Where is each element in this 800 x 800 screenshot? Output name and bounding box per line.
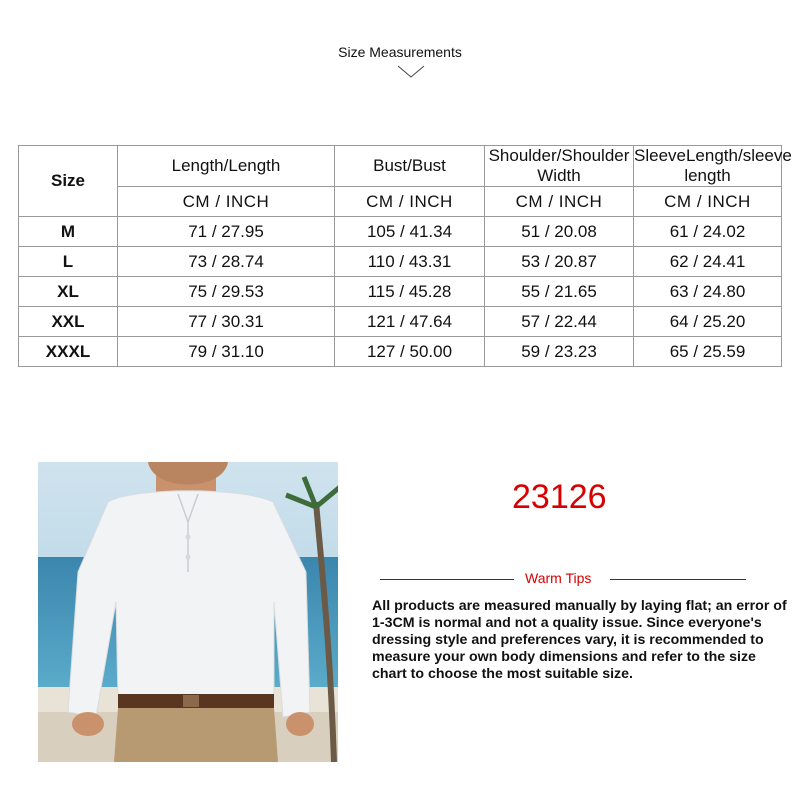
- divider-left: [380, 579, 514, 580]
- table-cell: 110 / 43.31: [335, 247, 485, 277]
- page-title: Size Measurements: [338, 44, 462, 60]
- size-cell: XL: [19, 277, 118, 307]
- size-cell: XXXL: [19, 337, 118, 367]
- table-row: [19, 247, 782, 277]
- size-cell: M: [19, 217, 118, 247]
- table-header-row: [19, 146, 782, 187]
- table-cell: 63 / 24.80: [634, 277, 782, 307]
- unit-label: CM / INCH: [634, 187, 782, 217]
- table-cell: 53 / 20.87: [485, 247, 634, 277]
- table-row: [19, 217, 782, 247]
- table-row: [19, 337, 782, 367]
- table-cell: 61 / 24.02: [634, 217, 782, 247]
- table-cell: 65 / 25.59: [634, 337, 782, 367]
- table-cell: 79 / 31.10: [118, 337, 335, 367]
- table-cell: 71 / 27.95: [118, 217, 335, 247]
- model-shirt-illustration: [38, 462, 338, 762]
- table-cell: 55 / 21.65: [485, 277, 634, 307]
- unit-label: CM / INCH: [335, 187, 485, 217]
- table-cell: 115 / 45.28: [335, 277, 485, 307]
- table-row: [19, 307, 782, 337]
- column-header-bust: Bust/Bust: [335, 146, 485, 187]
- table-cell: 77 / 30.31: [118, 307, 335, 337]
- size-cell: L: [19, 247, 118, 277]
- chevron-down-icon: [397, 65, 425, 79]
- divider-right: [610, 579, 746, 580]
- page-header: [0, 44, 800, 60]
- table-cell: 105 / 41.34: [335, 217, 485, 247]
- table-cell: 73 / 28.74: [118, 247, 335, 277]
- table-cell: 127 / 50.00: [335, 337, 485, 367]
- column-header-shoulder: Shoulder/Shoulder Width: [485, 146, 634, 187]
- size-column-header: Size: [19, 146, 118, 217]
- size-table: [18, 145, 792, 367]
- product-photo: [38, 462, 338, 762]
- column-header-length: Length/Length: [118, 146, 335, 187]
- size-cell: XXL: [19, 307, 118, 337]
- table-cell: 121 / 47.64: [335, 307, 485, 337]
- table-unit-row: [19, 187, 782, 217]
- table-cell: 64 / 25.20: [634, 307, 782, 337]
- product-code: 23126: [512, 478, 607, 516]
- table-row: [19, 277, 782, 307]
- table-cell: 75 / 29.53: [118, 277, 335, 307]
- unit-label: CM / INCH: [485, 187, 634, 217]
- column-header-sleeve: SleeveLength/sleeve length: [634, 146, 792, 185]
- table-cell: 57 / 22.44: [485, 307, 634, 337]
- table-cell: 51 / 20.08: [485, 217, 634, 247]
- table-cell: 62 / 24.41: [634, 247, 782, 277]
- unit-label: CM / INCH: [118, 187, 335, 217]
- warm-tips-text: All products are measured manually by laying flat; an error of 1-3CM is normal and not a quality issue. Since everyone's dressing style and preferences vary, it is recommended to measure your own body dimensions and refer to the size chart to choose the most suitable size.: [372, 598, 787, 682]
- table-cell: 59 / 23.23: [485, 337, 634, 367]
- warm-tips-title: Warm Tips: [525, 570, 592, 586]
